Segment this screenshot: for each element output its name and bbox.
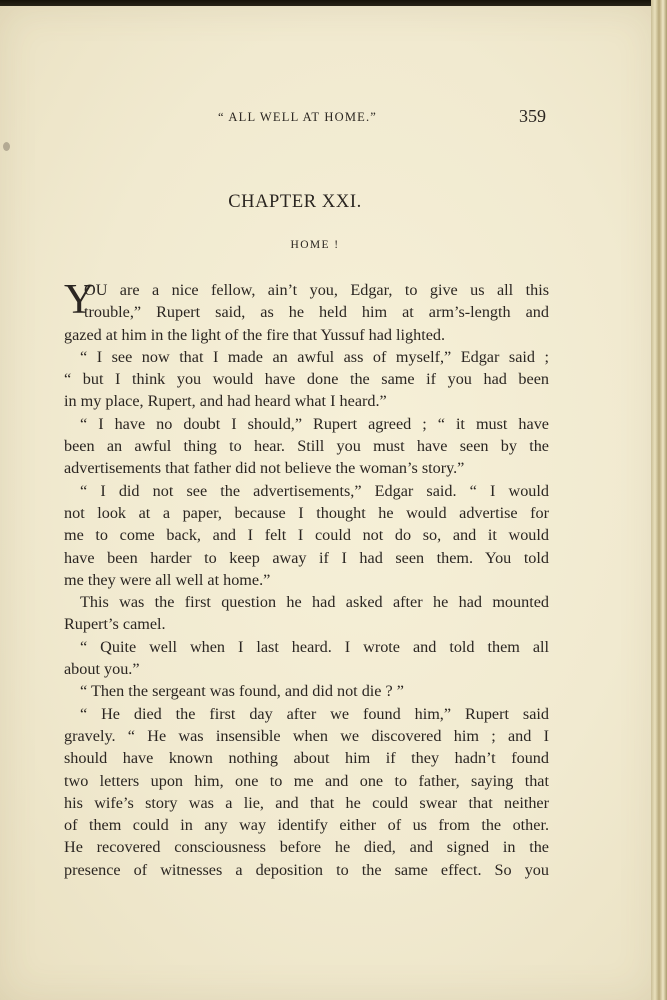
text-line: should have known nothing about him if they hadn’t found xyxy=(64,749,549,768)
page-number: 359 xyxy=(519,106,546,126)
text-line: OU are a nice fellow, ain’t you, Edgar, to give us all this xyxy=(84,281,549,299)
text-line: been an awful thing to hear. Still you must have seen by the xyxy=(64,437,549,456)
text-line: me to come back, and I felt I could not do so, and it would xyxy=(64,526,549,545)
text-line: not look at a paper, because I thought he would advertise for xyxy=(64,503,549,522)
text-line: “ He died the first day after we found him,” Rupert said xyxy=(80,704,549,723)
text-line: have been harder to keep away if I had seen them. You told xyxy=(64,548,549,567)
text-line: “ but I think you would have done the same if you had been xyxy=(64,370,549,389)
book-page xyxy=(0,6,656,1000)
text-line: in my place, Rupert, and had heard what I heard.” xyxy=(64,392,387,411)
text-line: gravely. “ He was insensible when we discovered him ; and I xyxy=(64,726,549,745)
text-line: “ Quite well when I last heard. I wrote and told them all xyxy=(80,637,549,656)
text-line: about you.” xyxy=(64,660,140,679)
text-line: his wife’s story was a lie, and that he could swear that neither xyxy=(64,793,549,812)
text-line: Rupert’s camel. xyxy=(64,615,166,634)
text-line: trouble,” Rupert said, as he held him at arm’s-length and xyxy=(84,303,549,322)
text-line: “ Then the sergeant was found, and did not die ? ” xyxy=(80,682,404,701)
text-line: “ I have no doubt I should,” Rupert agreed ; “ it must have xyxy=(80,414,549,433)
text-line: “ I see now that I made an awful ass of myself,” Edgar said ; xyxy=(80,347,549,366)
text-line: of them could in any way identify either of us from the other. xyxy=(64,816,549,835)
running-head xyxy=(0,104,656,134)
paper-spot xyxy=(3,142,10,151)
chapter-subheading: HOME ! xyxy=(290,239,340,251)
text-line: “ I did not see the advertisements,” Edgar said. “ I would xyxy=(80,481,549,500)
running-title: “ ALL WELL AT HOME.” xyxy=(218,110,378,124)
text-line: advertisements that father did not believe the woman’s story.” xyxy=(64,459,465,478)
text-line: two letters upon him, one to me and one to father, saying that xyxy=(64,771,549,790)
text-line: me they were all well at home.” xyxy=(64,570,271,589)
chapter-title: CHAPTER XXI. xyxy=(228,192,362,212)
book-fore-edge xyxy=(651,0,667,1000)
text-line: presence of witnesses a deposition to the same effect. So you xyxy=(64,860,549,879)
drop-cap: Y xyxy=(64,277,95,323)
text-line: This was the first question he had asked after he had mounted xyxy=(80,593,549,612)
text-line: gazed at him in the light of the fire that Yussuf had lighted. xyxy=(64,325,446,344)
text-line: He recovered consciousness before he died, and signed in the xyxy=(64,838,549,857)
body-text xyxy=(64,279,549,881)
